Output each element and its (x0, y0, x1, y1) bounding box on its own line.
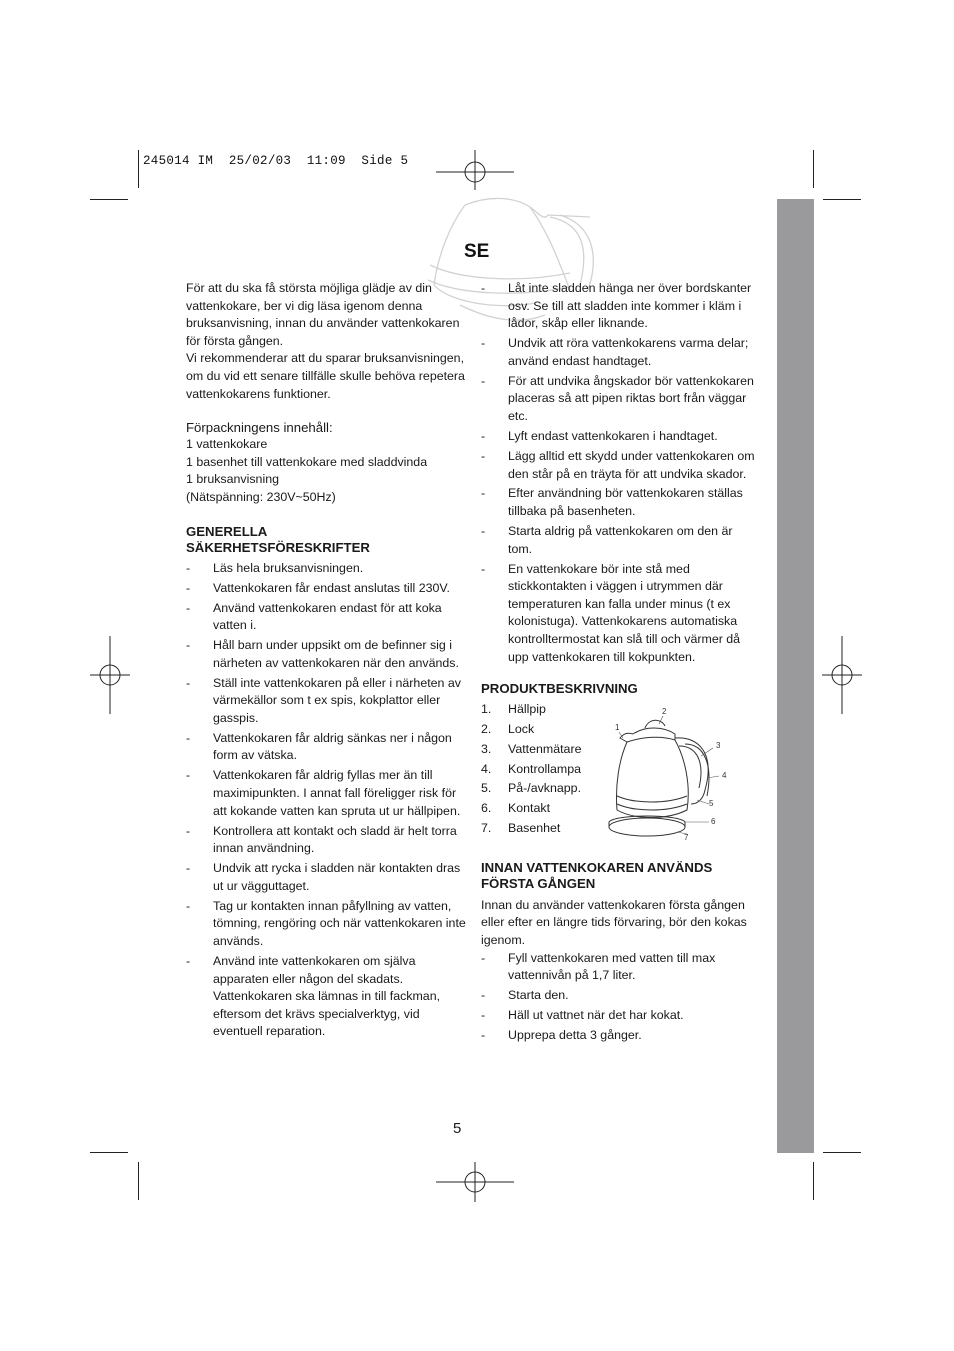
list-item: - Vattenkokaren får endast anslutas till 230V. (186, 580, 450, 595)
side-tab-bar (777, 199, 814, 1153)
list-item: - För att undvika ångskador bör vattenkokaren placeras så att pipen riktas bort från väggar etc. (481, 373, 754, 423)
callout-label: 3 (716, 741, 721, 750)
safety-list-right (481, 280, 759, 666)
package-item: 1 vattenkokare (186, 437, 268, 452)
right-column (481, 280, 759, 1047)
list-item: 3. Vattenmätare (481, 741, 582, 756)
left-column (186, 280, 466, 1043)
list-item: 6. Kontakt (481, 801, 551, 816)
list-item: - Låt inte sladden hänga ner över bordskanter osv. Se till att sladden inte kommer i kläm i lådor, skåp eller liknande. (481, 281, 752, 331)
callout-label: 6 (711, 817, 716, 826)
kettle-diagram (605, 700, 735, 845)
registration-mark-top (436, 150, 514, 190)
print-slug: 245014 IM 25/02/03 11:09 Side 5 (143, 154, 409, 168)
list-item: - Håll barn under uppsikt om de befinner sig i närheten av vattenkokaren när den används. (186, 638, 459, 670)
list-item: 2. Lock (481, 722, 535, 736)
product-heading: PRODUKTBESKRIVNING (481, 681, 638, 697)
list-item: - Starta den. (481, 988, 569, 1003)
registration-mark-bottom (436, 1162, 514, 1202)
list-item: - Tag ur kontakten innan påfyllning av vatten, tömning, rengöring och när vattenkokaren inte används. (186, 898, 466, 948)
safety-heading-line1: GENERELLA (186, 523, 268, 539)
list-item: - Vattenkokaren får aldrig sänkas ner i någon form av vätska. (186, 730, 452, 763)
list-item: - Efter användning bör vattenkokaren ställas tillbaka på basenheten. (481, 486, 743, 519)
list-item: - Häll ut vattnet när det har kokat. (481, 1008, 684, 1023)
list-item: 7. Basenhet (481, 820, 561, 835)
list-item: - Vattenkokaren får aldrig fyllas mer än till maximipunkten. I annat fall föreligger risk för att kokande vatten kan spruta ut ur hällpipen. (186, 768, 461, 818)
list-item: 5. På-/avknapp. (481, 781, 582, 796)
callout-label: 4 (722, 771, 727, 780)
callout-label: 5 (709, 799, 714, 808)
package-item: (Nätspänning: 230V~50Hz) (186, 489, 336, 504)
language-tag: SE (464, 241, 490, 262)
registration-mark-left (90, 636, 130, 714)
first-use-heading-line2: FÖRSTA GÅNGEN (481, 875, 596, 891)
package-item: 1 basenhet till vattenkokare med sladdvinda (186, 454, 428, 469)
page-number: 5 (453, 1120, 462, 1137)
first-use-list (481, 950, 759, 1045)
list-item: - Undvik att röra vattenkokarens varma delar; använd endast handtaget. (481, 336, 749, 368)
callout-label: 7 (684, 833, 689, 842)
list-item: - Lyft endast vattenkokaren i handtaget. (481, 428, 718, 443)
list-item: - Kontrollera att kontakt och sladd är helt torra innan användning. (186, 823, 457, 856)
list-item: - Läs hela bruksanvisningen. (186, 560, 364, 575)
callout-label: 1 (615, 723, 620, 732)
safety-list-left (186, 560, 466, 1041)
package-item: 1 bruksanvisning (186, 472, 279, 487)
list-item: - Lägg alltid ett skydd under vattenkokaren om den står på en träyta för att undvika skador. (481, 448, 755, 481)
list-item: - En vattenkokare bör inte stå med stickkontakten i väggen i utrymmen där temperaturen kan falla under minus (t ex kolonistuga). Vattenkokarens automatiska kontrolltermostat kan slå till och värmer då upp vattenkokaren till kokpunkten. (481, 561, 741, 664)
list-item: - Ställ inte vattenkokaren på eller i närheten av värmekällor som t ex spis, kokplattor eller gasspis. (186, 675, 461, 725)
list-item: 4. Kontrollampa (481, 761, 582, 776)
list-item: - Undvik att rycka i sladden när kontakten dras ut ur vägguttaget. (186, 861, 461, 893)
registration-mark-right (822, 636, 862, 714)
first-use-heading-line1: INNAN VATTENKOKAREN ANVÄNDS (481, 859, 713, 875)
safety-heading-line2: SÄKERHETSFÖRESKRIFTER (186, 539, 370, 555)
package-heading: Förpackningens innehåll: (186, 420, 333, 436)
list-item: 1. Hällpip (481, 702, 546, 717)
intro-paragraph-2: Vi rekommenderar att du sparar bruksanvisningen, om du vid ett senare tillfälle skulle behöva repetera vattenkokarens funktioner. (186, 351, 465, 401)
list-item: - Fyll vattenkokaren med vatten till max vattennivån på 1,7 liter. (481, 950, 716, 983)
list-item: - Använd inte vattenkokaren om själva apparaten eller någon del skadats. Vattenkokaren ska lämnas in till fackman, eftersom det krävs specialverktyg, vid eventuell reparation. (186, 953, 441, 1039)
list-item: - Upprepa detta 3 gånger. (481, 1028, 642, 1043)
list-item: - Använd vattenkokaren endast för att koka vatten i. (186, 600, 442, 633)
callout-label: 2 (662, 707, 667, 716)
intro-paragraph-1: För att du ska få största möjliga glädje av din vattenkokare, ber vi dig läsa igenom denna bruksanvisning, innan du använder vattenkokaren för första gången. (186, 281, 460, 348)
list-item: - Starta aldrig på vattenkokaren om den är tom. (481, 524, 733, 556)
first-use-intro: Innan du använder vattenkokaren första gången eller efter en längre tids förvaring, bör den kokas igenom. (481, 897, 747, 947)
